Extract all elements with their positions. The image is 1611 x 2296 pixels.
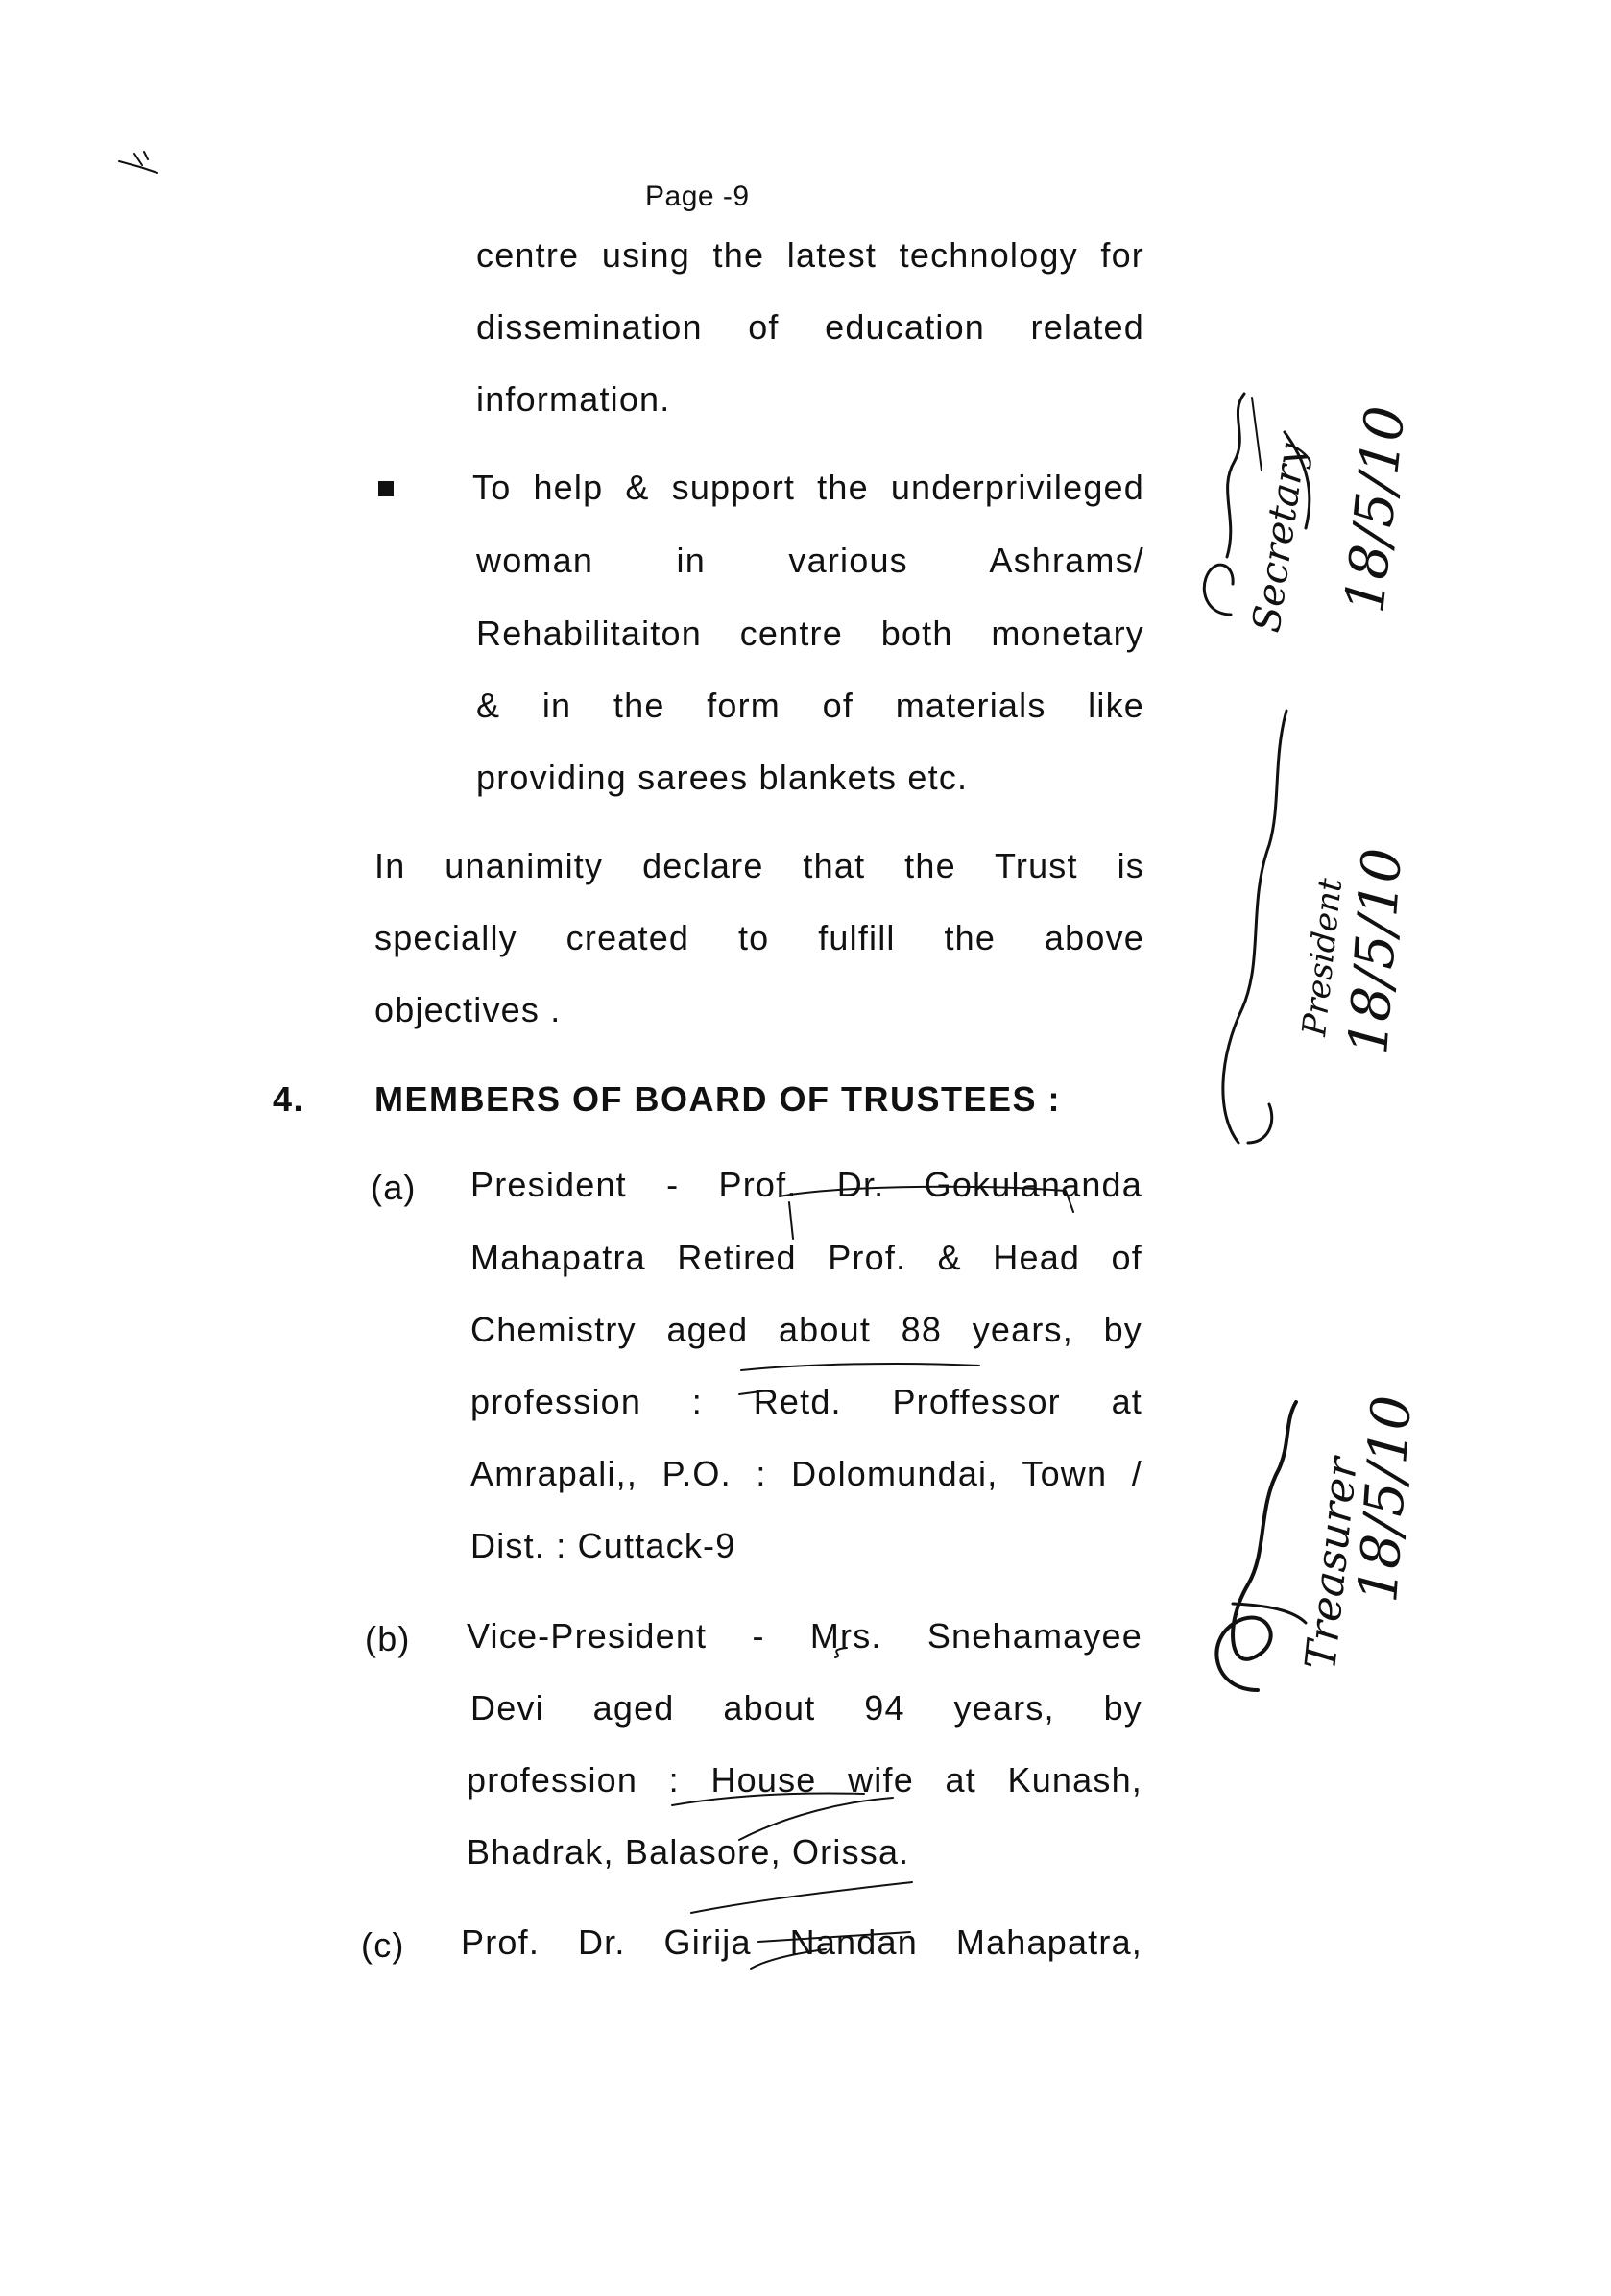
bullet-line: Rehabilitaiton centre both monetary [476, 614, 1144, 653]
bullet-line: & in the form of materials like [476, 686, 1144, 725]
svg-text:Treasurer: Treasurer [1296, 1455, 1368, 1673]
section-number: 4. [273, 1079, 305, 1119]
declaration-line: objectives . [374, 990, 562, 1029]
member-line: profession : House wife at Kunash, [467, 1760, 1142, 1800]
page-number: Page -9 [645, 181, 750, 212]
member-line: Dist. : Cuttack-9 [470, 1526, 736, 1565]
svg-text:18/5/10: 18/5/10 [1337, 846, 1415, 1057]
section-title: MEMBERS OF BOARD OF TRUSTEES : [374, 1079, 1062, 1119]
svg-text:Secretary: Secretary [1244, 440, 1315, 636]
bullet-line: To help & support the underprivileged [472, 468, 1144, 507]
bullet-line: providing sarees blankets etc. [476, 758, 969, 797]
signature-secretary [1171, 326, 1418, 643]
paragraph-line: centre using the latest technology for [476, 235, 1144, 275]
svg-text:18/5/10: 18/5/10 [1334, 402, 1418, 616]
member-label: (b) [365, 1619, 411, 1658]
member-label: (c) [361, 1925, 405, 1965]
member-line: Vice-President - Mrs. Snehamayee [467, 1616, 1142, 1656]
declaration-line: In unanimity declare that the Trust is [374, 846, 1144, 885]
paragraph-line: dissemination of education related [476, 307, 1144, 347]
member-line: Bhadrak, Balasore, Orissa. [467, 1832, 910, 1872]
svg-text:18/5/10: 18/5/10 [1347, 1393, 1425, 1605]
member-line: Amrapali,, P.O. : Dolomundai, Town / [470, 1454, 1142, 1493]
signature-president [1181, 691, 1415, 1152]
member-line: Chemistry aged about 88 years, by [470, 1310, 1142, 1349]
bullet-line: woman in various Ashrams/ [476, 541, 1144, 580]
svg-text:President: President [1295, 876, 1351, 1038]
paragraph-line: information. [476, 379, 671, 419]
member-line: profession : Retd. Proffessor at [470, 1382, 1142, 1421]
member-line: Prof. Dr. Girija Nandan Mahapatra, [461, 1922, 1142, 1962]
member-label: (a) [371, 1168, 417, 1207]
declaration-line: specially created to fulfill the above [374, 918, 1144, 957]
signature-treasurer [1190, 1383, 1425, 1709]
member-line: Mahapatra Retired Prof. & Head of [470, 1238, 1142, 1277]
member-line: Devi aged about 94 years, by [470, 1688, 1142, 1728]
member-line: President - Prof. Dr. Gokulananda [470, 1165, 1142, 1204]
